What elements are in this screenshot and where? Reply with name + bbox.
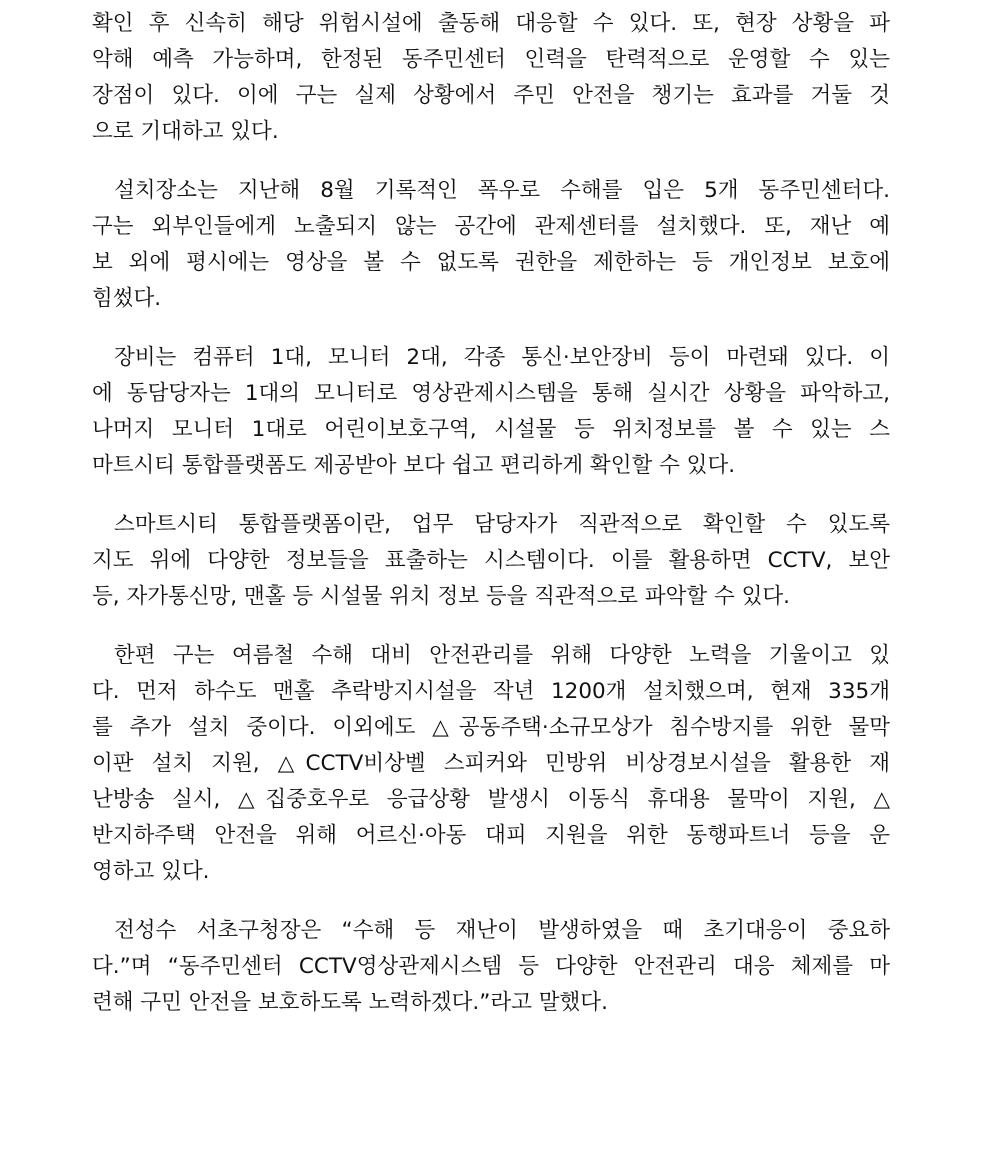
text-line: 영하고 있다.	[92, 859, 210, 884]
text-line: 으로 기대하고 있다.	[92, 119, 279, 144]
text-line: 난방송 실시, △집중호우로 응급상황 발생시 이동식 휴대용 물막이 지원, △	[92, 787, 890, 812]
text-line: 에 동담당자는 1대의 모니터로 영상관제시스템을 통해 실시간 상황을 파악하고,	[92, 381, 890, 406]
text-line: 한편 구는 여름철 수해 대비 안전관리를 위해 다양한 노력을 기울이고 있	[114, 643, 890, 668]
text-line: 보 외에 평시에는 영상을 볼 수 없도록 권한을 제한하는 등 개인정보 보호에	[92, 250, 890, 275]
text-line: 악해 예측 가능하며, 한정된 동주민센터 인력을 탄력적으로 운영할 수 있는	[92, 47, 890, 72]
text-line: 마트시티 통합플랫폼도 제공받아 보다 쉽고 편리하게 확인할 수 있다.	[92, 453, 736, 478]
text-line: 이판 설치 지원, △CCTV비상벨 스피커와 민방위 비상경보시설을 활용한 재	[92, 751, 890, 776]
text-line: 스마트시티 통합플랫폼이란, 업무 담당자가 직관적으로 확인할 수 있도록	[114, 512, 890, 537]
article-body	[92, 6, 890, 1044]
paragraph-5	[92, 638, 890, 890]
text-line: 반지하주택 안전을 위해 어르신·아동 대피 지원을 위한 동행파트너 등을 운	[92, 823, 890, 848]
text-line: 지도 위에 다양한 정보들을 표출하는 시스템이다. 이를 활용하면 CCTV, 보안	[92, 548, 890, 573]
text-line: 다. 먼저 하수도 맨홀 추락방지시설을 작년 1200개 설치했으며, 현재 335개	[92, 679, 890, 704]
text-line: 련해 구민 안전을 보호하도록 노력하겠다.”라고 말했다.	[92, 990, 608, 1015]
text-line: 를 추가 설치 중이다. 이외에도 △공동주택·소규모상가 침수방지를 위한 물막	[92, 715, 890, 740]
paragraph-3	[92, 340, 890, 484]
text-line: 다.”며 “동주민센터 CCTV영상관제시스템 등 다양한 안전관리 대응 체제를 마	[92, 954, 890, 979]
text-line: 설치장소는 지난해 8월 기록적인 폭우로 수해를 입은 5개 동주민센터다.	[114, 178, 890, 203]
text-line: 구는 외부인들에게 노출되지 않는 공간에 관제센터를 설치했다. 또, 재난 예	[92, 214, 890, 239]
text-line: 장비는 컴퓨터 1대, 모니터 2대, 각종 통신·보안장비 등이 마련돼 있다. 이	[114, 345, 890, 370]
text-line: 장점이 있다. 이에 구는 실제 상황에서 주민 안전을 챙기는 효과를 거둘 것	[92, 83, 890, 108]
text-line: 나머지 모니터 1대로 어린이보호구역, 시설물 등 위치정보를 볼 수 있는 스	[92, 417, 890, 442]
paragraph-6	[92, 913, 890, 1021]
paragraph-1	[92, 6, 890, 150]
text-line: 힘썼다.	[92, 286, 162, 311]
paragraph-2	[92, 173, 890, 317]
text-line: 확인 후 신속히 해당 위험시설에 출동해 대응할 수 있다. 또, 현장 상황을 파	[92, 11, 890, 36]
text-line: 등, 자가통신망, 맨홀 등 시설물 위치 정보 등을 직관적으로 파악할 수 있다.	[92, 584, 790, 609]
paragraph-4	[92, 507, 890, 615]
text-line: 전성수 서초구청장은 “수해 등 재난이 발생하였을 때 초기대응이 중요하	[114, 918, 890, 943]
